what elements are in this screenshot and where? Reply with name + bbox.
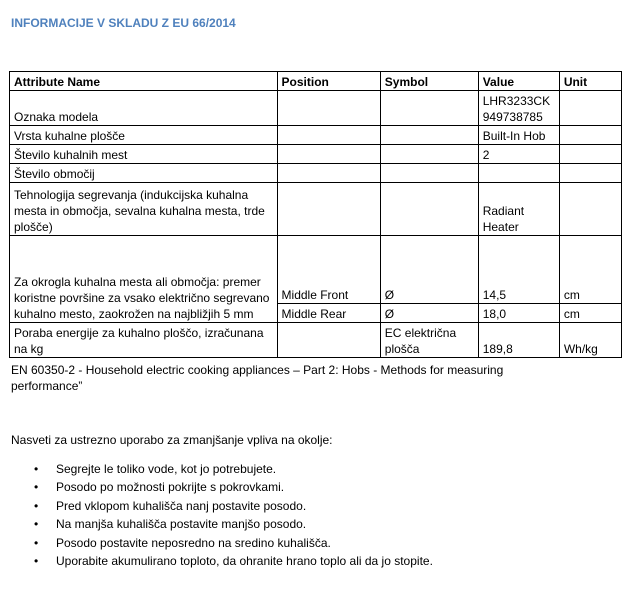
bullet-icon: •: [34, 498, 39, 513]
cell-attribute: Oznaka modela: [10, 91, 278, 126]
bullet-icon: •: [34, 517, 39, 532]
header-position: Position: [277, 72, 380, 91]
bullet-icon: •: [34, 480, 39, 495]
cell-value: LHR3233CK 949738785: [478, 91, 559, 126]
tip-text: Segrejte le toliko vode, kot jo potrebujete.: [56, 462, 277, 476]
cell-position: [277, 126, 380, 145]
cell-position: [277, 91, 380, 126]
cell-symbol: EC električna plošča: [380, 323, 478, 358]
cell-symbol: Ø: [380, 304, 478, 323]
cell-value: 2: [478, 145, 559, 164]
bullet-icon: •: [34, 462, 39, 476]
table-row: [10, 126, 622, 145]
list-item: [34, 515, 433, 533]
advice-title: Nasveti za ustrezno uporabo za zmanjšanje vpliva na okolje:: [11, 433, 333, 447]
cell-position: [277, 164, 380, 183]
cell-position: [277, 183, 380, 236]
table-header-row: [10, 72, 622, 91]
header-unit: Unit: [559, 72, 621, 91]
table-row: [10, 236, 622, 304]
cell-symbol: [380, 145, 478, 164]
header-symbol: Symbol: [380, 72, 478, 91]
header-attribute-name: Attribute Name: [10, 72, 278, 91]
cell-position: [277, 145, 380, 164]
cell-value: 189,8: [478, 323, 559, 358]
cell-value: Built-In Hob: [478, 126, 559, 145]
table-row: [10, 183, 622, 236]
table-row: [10, 164, 622, 183]
cell-attribute: Poraba energije za kuhalno ploščo, izračunana na kg: [10, 323, 278, 358]
table-row: [10, 323, 622, 358]
cell-unit: [559, 126, 621, 145]
cell-position: [277, 323, 380, 358]
tip-text: Posodo po možnosti pokrijte s pokrovkami.: [56, 480, 285, 495]
cell-value: Radiant Heater: [478, 183, 559, 236]
tip-text: Pred vklopom kuhališča nanj postavite posodo.: [56, 498, 307, 513]
list-item: [34, 552, 433, 570]
cell-symbol: [380, 91, 478, 126]
tips-list: [34, 460, 433, 570]
table-row: [10, 145, 622, 164]
cell-position: Middle Rear: [277, 304, 380, 323]
cell-position: Middle Front: [277, 236, 380, 304]
cell-unit: Wh/kg: [559, 323, 621, 358]
cell-attribute: Vrsta kuhalne plošče: [10, 126, 278, 145]
standard-footnote: EN 60350-2 - Household electric cooking appliances – Part 2: Hobs - Methods for measuring performance”: [11, 363, 504, 393]
cell-value: 14,5: [478, 236, 559, 304]
cell-attribute: Za okrogla kuhalna mesta ali območja: premer koristne površine za vsako električno segrevano kuhalno mesto, zaokrožen na najbližjih 5 mm: [10, 236, 278, 323]
tip-text: Posodo postavite neposredno na sredino kuhališča.: [56, 535, 331, 550]
cell-attribute: Število kuhalnih mest: [10, 145, 278, 164]
cell-unit: [559, 183, 621, 236]
cell-value: [478, 164, 559, 183]
list-item: [34, 534, 433, 552]
bullet-icon: •: [34, 554, 39, 569]
product-info-table: [9, 71, 622, 358]
table-row: [10, 91, 622, 126]
cell-symbol: [380, 183, 478, 236]
cell-unit: [559, 91, 621, 126]
header-value: Value: [478, 72, 559, 91]
cell-value: 18,0: [478, 304, 559, 323]
list-item: [34, 478, 433, 496]
bullet-icon: •: [34, 535, 39, 550]
tip-text: Uporabite akumulirano toploto, da ohranite hrano toplo ali da jo stopite.: [56, 554, 433, 569]
cell-unit: cm: [559, 236, 621, 304]
cell-unit: [559, 164, 621, 183]
cell-attribute: Tehnologija segrevanja (indukcijska kuhalna mesta in območja, sevalna kuhalna mesta, trde plošče): [10, 183, 278, 236]
list-item: [34, 497, 433, 515]
cell-attribute: Število območij: [10, 164, 278, 183]
cell-unit: [559, 145, 621, 164]
cell-symbol: [380, 164, 478, 183]
cell-symbol: [380, 126, 478, 145]
cell-symbol: Ø: [380, 236, 478, 304]
list-item: [34, 460, 433, 478]
tip-text: Na manjša kuhališča postavite manjšo posodo.: [56, 517, 307, 532]
page-heading: INFORMACIJE V SKLADU Z EU 66/2014: [11, 16, 236, 30]
cell-unit: cm: [559, 304, 621, 323]
